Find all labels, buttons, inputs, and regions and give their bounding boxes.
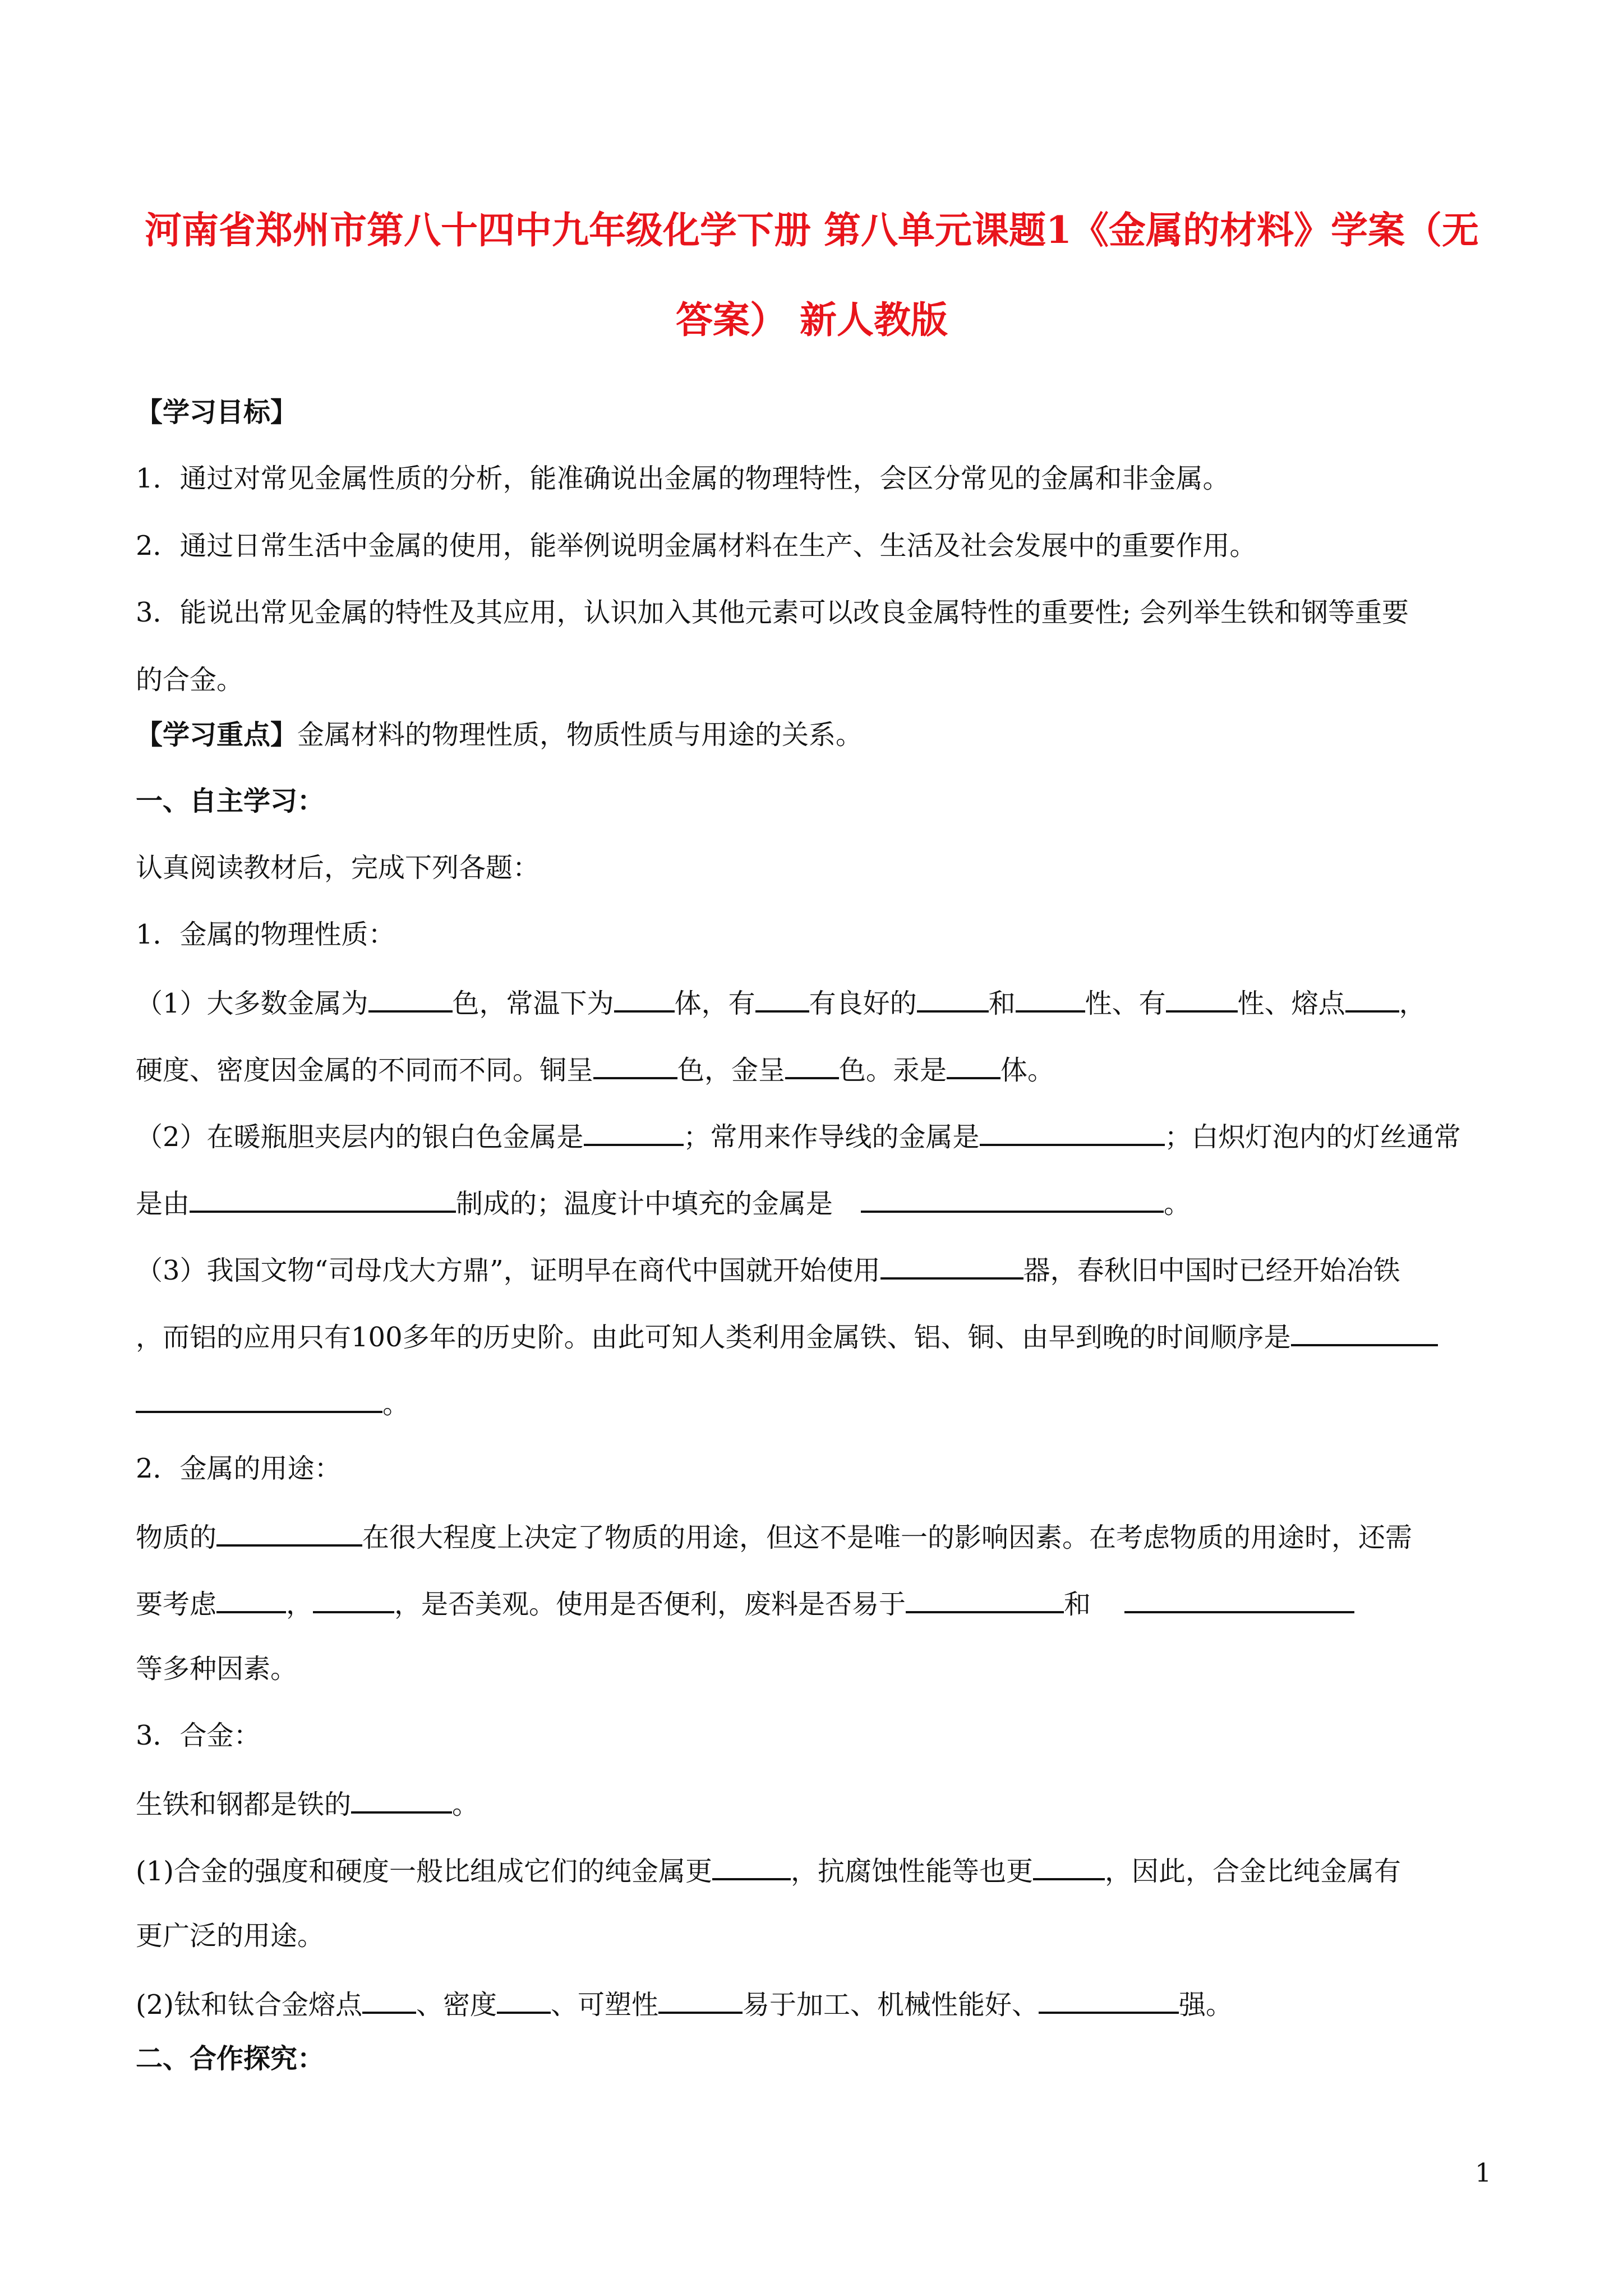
q1-p3-continued <box>136 1318 1493 1354</box>
q3-p2 <box>136 1852 1493 1888</box>
text-run: 制成的；温度计中填充的金属是 <box>456 1188 833 1220</box>
focus-heading: 【学习重点】 <box>136 719 298 751</box>
answer-blank[interactable] <box>1124 1585 1354 1613</box>
text-run: ；白炽灯泡内的灯丝通常 <box>1164 1121 1461 1153</box>
text-run: (2)钛和钛合金熔点 <box>136 1989 362 2021</box>
text-run: 和 <box>988 988 1016 1019</box>
goal-item: 3．能说出常见金属的特性及其应用，认识加入其他元素可以改良金属特性的重要性; 会列举生铁和钢等重要 <box>136 597 1409 628</box>
text-run: 生铁和钢都是铁的 <box>136 1789 352 1820</box>
goal-item: 1．通过对常见金属性质的分析，能准确说出金属的物理特性，会区分常见的金属和非金属。 <box>136 463 1230 494</box>
text-run: ，而铝的应用只有100多年的历史阶。由此可知人类利用金属铁、铝、铜、由早到晚的时间顺序是 <box>136 1322 1291 1353</box>
focus-text: 金属材料的物理性质，物质性质与用途的关系。 <box>297 719 863 751</box>
text-run: ， <box>1399 988 1426 1019</box>
q1-p1 <box>136 984 1493 1020</box>
answer-blank[interactable] <box>980 1118 1165 1146</box>
text-run: ，因此，合金比纯金属有 <box>1105 1856 1401 1887</box>
answer-blank[interactable] <box>614 984 675 1013</box>
text-run: ；常用来作导线的金属是 <box>683 1121 980 1153</box>
text-run: 物质的 <box>136 1522 217 1553</box>
text-run: 色。汞是 <box>839 1055 947 1086</box>
document-title-line-2: 答案） 新人教版 <box>676 298 948 342</box>
q1-p2-continued <box>136 1185 1493 1221</box>
answer-blank[interactable] <box>906 1585 1064 1613</box>
answer-blank[interactable] <box>1291 1318 1438 1346</box>
text-run: 色，常温下为 <box>452 988 614 1019</box>
focus-row <box>136 718 1493 752</box>
q2-p3: 等多种因素。 <box>136 1653 298 1685</box>
answer-blank[interactable] <box>313 1585 394 1613</box>
answer-blank[interactable] <box>917 984 989 1013</box>
q2-p2 <box>136 1585 1493 1621</box>
text-run: 硬度、密度因金属的不同而不同。铜呈 <box>136 1055 594 1086</box>
text-run: 体，有 <box>674 988 755 1019</box>
text-run: ， <box>286 1589 313 1620</box>
text-run: 体。 <box>1000 1055 1055 1086</box>
section-1-heading: 一、自主学习： <box>136 785 325 817</box>
text-run: ，抗腐蚀性能等也更 <box>791 1856 1034 1887</box>
answer-blank[interactable] <box>1033 1852 1105 1880</box>
q2-p1 <box>136 1519 1493 1554</box>
goal-item: 2．通过日常生活中金属的使用，能举例说明金属材料在生产、生活及社会发展中的重要作用。 <box>136 530 1257 562</box>
answer-blank[interactable] <box>216 1519 362 1547</box>
text-run: 易于加工、机械性能好、 <box>743 1989 1039 2021</box>
section-1-intro: 认真阅读教材后，完成下列各题： <box>136 852 540 884</box>
q1-p3 <box>136 1251 1493 1287</box>
answer-blank[interactable] <box>947 1051 1000 1079</box>
answer-blank[interactable] <box>755 984 809 1013</box>
text-run: 强。 <box>1179 1989 1233 2021</box>
text-run: 。 <box>452 1789 479 1820</box>
q1-title: 1．金属的物理性质： <box>136 919 395 950</box>
answer-blank[interactable] <box>1016 984 1085 1013</box>
text-run: 和 <box>1064 1589 1091 1620</box>
q1-p1-continued <box>136 1051 1493 1087</box>
answer-blank[interactable] <box>785 1051 839 1079</box>
text-run: 器，春秋旧中国时已经开始冶铁 <box>1023 1255 1400 1286</box>
goal-item: 的合金。 <box>136 664 244 696</box>
text-run: 性、熔点 <box>1237 988 1345 1019</box>
answer-blank[interactable] <box>368 984 453 1013</box>
answer-blank[interactable] <box>712 1852 791 1880</box>
answer-blank[interactable] <box>584 1118 684 1146</box>
text-run: （3）我国文物“司母戊大方鼎”，证明早在商代中国就开始使用 <box>136 1255 880 1286</box>
text-run: (1)合金的强度和硬度一般比组成它们的纯金属更 <box>136 1856 712 1887</box>
answer-blank[interactable] <box>362 1986 416 2014</box>
answer-blank[interactable] <box>1345 984 1399 1013</box>
answer-blank[interactable] <box>190 1185 456 1213</box>
answer-blank[interactable] <box>351 1786 452 1814</box>
q3-p2-continued: 更广泛的用途。 <box>136 1920 325 1952</box>
goals-heading: 【学习目标】 <box>136 397 298 428</box>
text-run: 要考虑 <box>136 1589 217 1620</box>
q3-p1 <box>136 1786 1493 1821</box>
text-run: 在很大程度上决定了物质的用途，但这不是唯一的影响因素。在考虑物质的用途时，还需 <box>362 1522 1413 1553</box>
answer-blank[interactable] <box>216 1585 286 1613</box>
q3-title: 3．合金： <box>136 1720 261 1751</box>
answer-blank[interactable] <box>658 1986 743 2014</box>
text-run: （2）在暖瓶胆夹层内的银白色金属是 <box>136 1121 584 1153</box>
text-run: 、可塑性 <box>551 1989 659 2021</box>
answer-blank[interactable] <box>861 1185 1164 1213</box>
q3-p3 <box>136 1986 1493 2022</box>
q1-p3-end <box>136 1385 1493 1421</box>
answer-blank[interactable] <box>497 1986 551 2014</box>
answer-blank[interactable] <box>880 1251 1023 1280</box>
text-run: 色，金呈 <box>677 1055 786 1086</box>
answer-blank[interactable] <box>1039 1986 1179 2014</box>
document-title-line-1: 河南省郑州市第八十四中九年级化学下册 第八单元课题1《金属的材料》学案（无 <box>145 208 1479 252</box>
text-run: 有良好的 <box>809 988 917 1019</box>
text-run: ，是否美观。使用是否便利，废料是否易于 <box>394 1589 906 1620</box>
text-run: 是由 <box>136 1188 190 1220</box>
answer-blank[interactable] <box>593 1051 677 1079</box>
q2-title: 2．金属的用途： <box>136 1453 342 1484</box>
text-run: 。 <box>1164 1188 1191 1220</box>
answer-blank[interactable] <box>136 1385 382 1413</box>
text-run: 。 <box>382 1388 410 1420</box>
text-run: 性、有 <box>1085 988 1166 1019</box>
text-run: 、密度 <box>416 1989 497 2021</box>
section-2-heading: 二、合作探究： <box>136 2043 325 2074</box>
answer-blank[interactable] <box>1166 984 1238 1013</box>
text-run: （1）大多数金属为 <box>136 988 368 1019</box>
page-number: 1 <box>1475 2157 1492 2188</box>
q1-p2 <box>136 1118 1493 1154</box>
